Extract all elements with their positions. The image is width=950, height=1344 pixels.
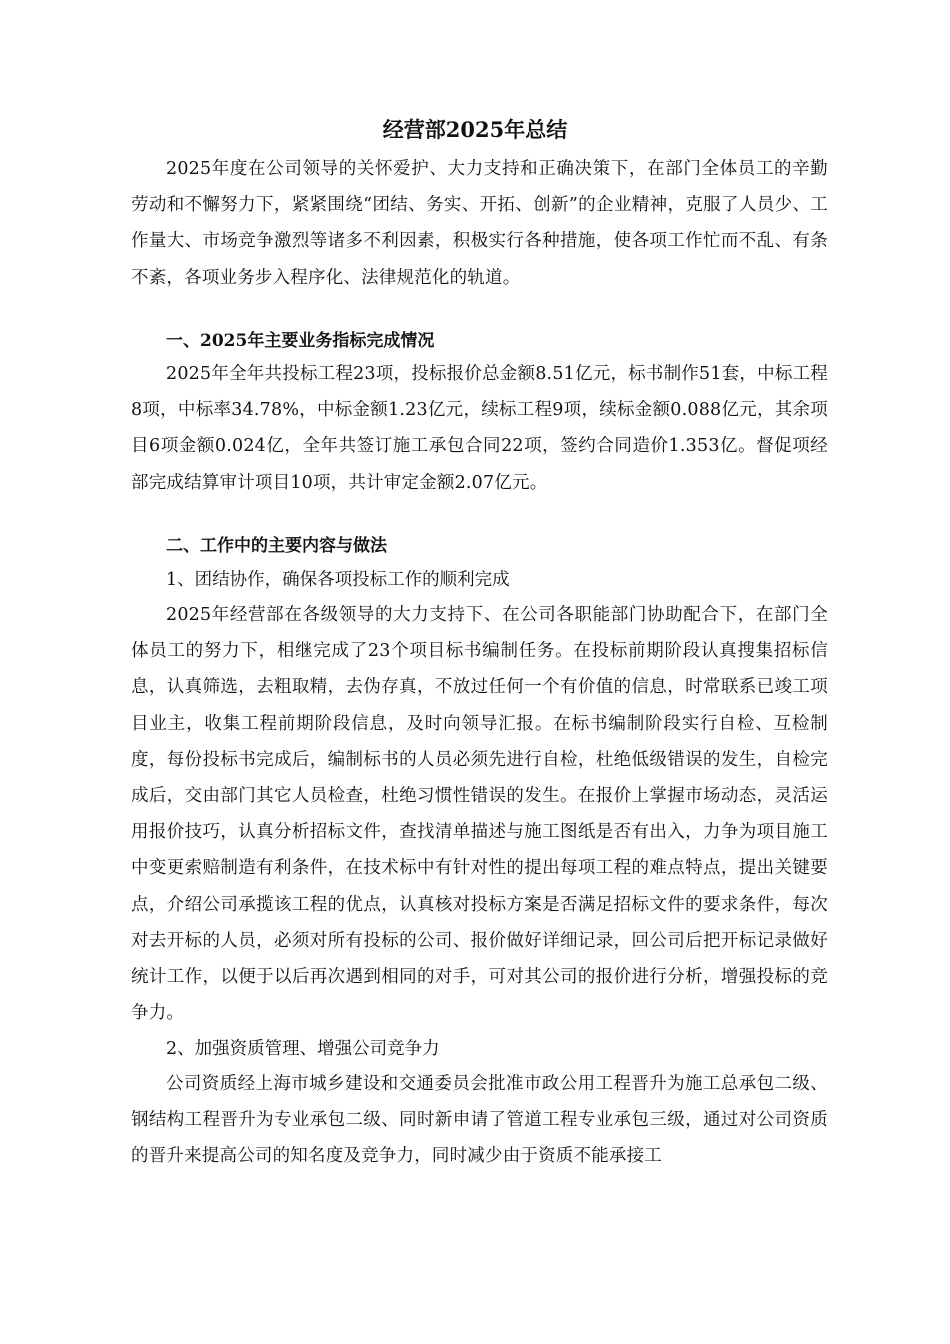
section2-sub2-paragraph: 公司资质经上海市城乡建设和交通委员会批准市政公用工程晋升为施工总承包二级、钢结构工程晋升为专业承包二级、同时新申请了管道工程专业承包三级，通过对公司资质的晋升来提高公司的知名度及竞争力，同时减少由于资质不能承接工	[131, 1074, 828, 1167]
intro-paragraph: 2025年度在公司领导的关怀爱护、大力支持和正确决策下，在部门全体员工的辛勤劳动和不懈努力下，紧紧围绕“团结、务实、开拓、创新”的企业精神，克服了人员少、工作量大、市场竞争激烈等诸多不利因素，积极实行各种措施，使各项工作忙而不乱、有条不紊，各项业务步入程序化、法律规范化的轨道。	[131, 159, 828, 288]
document-title: 经营部2025年总结	[382, 117, 568, 142]
section2-sub2-heading: 2、加强资质管理、增强公司竞争力	[166, 1039, 440, 1059]
section2-sub1-paragraph: 2025年经营部在各级领导的大力支持下、在公司各职能部门协助配合下，在部门全体员工的努力下，相继完成了23个项目标书编制任务。在投标前期阶段认真搜集招标信息，认真筛选，去粗取精，去伪存真，不放过任何一个有价值的信息，时常联系已竣工项目业主，收集工程前期阶段信息，及时向领导汇报。在标书编制阶段实行自检、互检制度，每份投标书完成后，编制标书的人员必须先进行自检，杜绝低级错误的发生，自检完成后，交由部门其它人员检查，杜绝习惯性错误的发生。在报价上掌握市场动态，灵活运用报价技巧，认真分析招标文件，查找清单描述与施工图纸是否有出入，力争为项目施工中变更索赔制造有利条件，在技术标中有针对性的提出每项工程的难点特点，提出关键要点，介绍公司承揽该工程的优点，认真核对投标方案是否满足招标文件的要求条件，每次对去开标的人员，必须对所有投标的公司、报价做好详细记录，回公司后把开标记录做好统计工作，以便于以后再次遇到相同的对手，可对其公司的报价进行分析，增强投标的竞争力。	[131, 605, 828, 1024]
section1-heading: 一、2025年主要业务指标完成情况	[166, 331, 435, 351]
section2-sub1-heading: 1、团结协作，确保各项投标工作的顺利完成	[166, 570, 510, 590]
section1-paragraph: 2025年全年共投标工程23项，投标报价总金额8.51亿元，标书制作51套，中标工程8项，中标率34.78%，中标金额1.23亿元，续标工程9项，续标金额0.088亿元，其余项目6项金额0.024亿，全年共签订施工承包合同22项，签约合同造价1.353亿。督促项经部完成结算审计项目10项，共计审定金额2.07亿元。	[131, 364, 828, 493]
section2-heading: 二、工作中的主要内容与做法	[166, 536, 387, 556]
